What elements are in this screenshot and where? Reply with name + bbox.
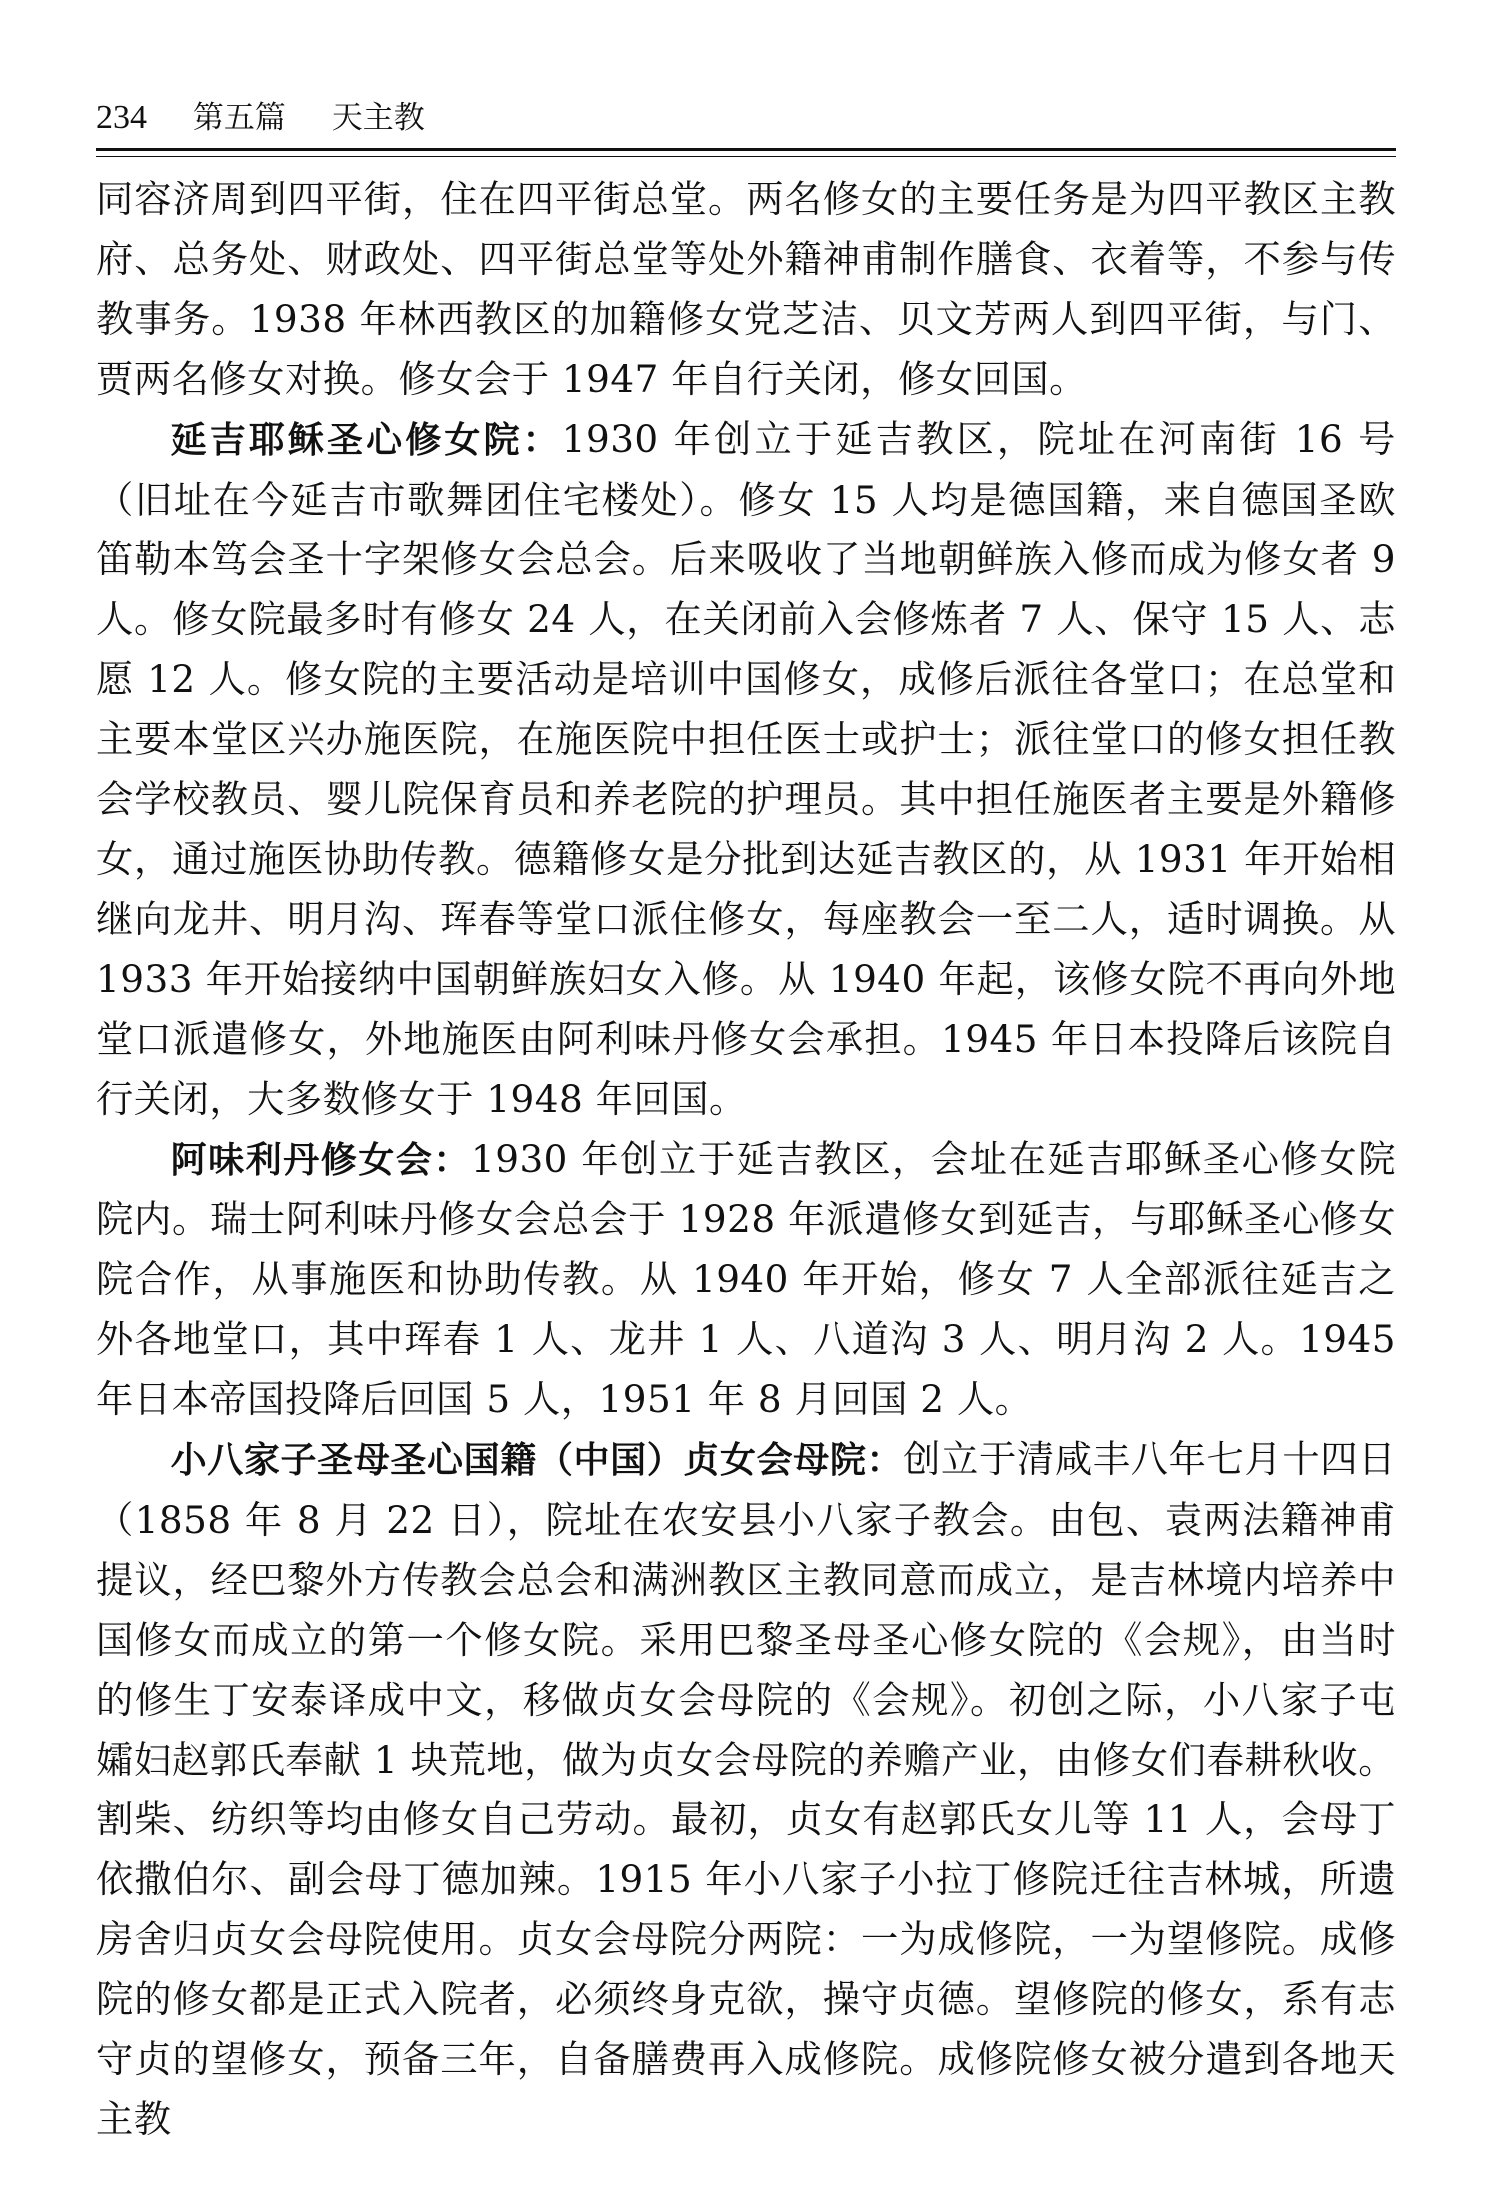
section-title: 天主教 (331, 100, 425, 136)
part-title: 第五篇 (192, 100, 286, 136)
header-rule-thin (96, 156, 1396, 157)
header-rule-thick (96, 148, 1396, 151)
entry-heading: 小八家子圣母圣心国籍（中国）贞女会母院： (170, 1440, 904, 1482)
body-text (96, 170, 1396, 2150)
entry-heading: 阿味利丹修女会： (170, 1139, 471, 1181)
entry-heading: 延吉耶稣圣心修女院： (170, 419, 562, 461)
paragraph-text: 1930 年创立于延吉教区，院址在河南街 16 号（旧址在今延吉市歌舞团住宅楼处）。修女 15 人均是德国籍，来自德国圣欧笛勒本笃会圣十字架修女会总会。后来吸收了当地朝鲜族入修而成为修女者 9 人。修女院最多时有修女 24 人，在关闭前入会修炼者 7 人、保守 15 人、志愿 12 人。修女院的主要活动是培训中国修女，成修后派往各堂口；在总堂和主要本堂区兴办施医院，在施医院中担任医士或护士；派往堂口的修女担任教会学校教员、婴儿院保育员和养老院的护理员。其中担任施医者主要是外籍修女，通过施医协助传教。德籍修女是分批到达延吉教区的，从 1931 年开始相继向龙井、明月沟、珲春等堂口派住修女，每座教会一至二人，适时调换。从 1933 年开始接纳中国朝鲜族妇女入修。从 1940 年起，该修女院不再向外地堂口派遣修女，外地施医由阿利味丹修女会承担。1945 年日本投降后该院自行关闭，大多数修女于 1948 年回国。 (96, 416, 1396, 1121)
paragraph-continuation (96, 170, 1396, 410)
paragraph-xiaobajiazi (96, 1430, 1396, 2150)
paragraph-text: 同容济周到四平街，住在四平街总堂。两名修女的主要任务是为四平教区主教府、总务处、财政处、四平街总堂等处外籍神甫制作膳食、衣着等，不参与传教事务。1938 年林西教区的加籍修女党芝洁、贝文芳两人到四平街，与门、贾两名修女对换。修女会于 1947 年自行关闭，修女回国。 (96, 177, 1396, 401)
paragraph-text: 1930 年创立于延吉教区，会址在延吉耶稣圣心修女院院内。瑞士阿利味丹修女会总会于 1928 年派遣修女到延吉，与耶稣圣心修女院合作，从事施医和协助传教。从 1940 年开始，修女 7 人全部派往延吉之外各地堂口，其中珲春 1 人、龙井 1 人、八道沟 3 人、明月沟 2 人。1945 年日本帝国投降后回国 5 人，1951 年 8 月回国 2 人。 (96, 1136, 1396, 1422)
paragraph-yanji-sacred-heart (96, 410, 1396, 1130)
paragraph-awelidan (96, 1130, 1396, 1431)
running-header (96, 88, 1396, 148)
page-number: 234 (96, 99, 147, 136)
paragraph-text: 创立于清咸丰八年七月十四日（1858 年 8 月 22 日），院址在农安县小八家子教会。由包、袁两法籍神甫提议，经巴黎外方传教会总会和满洲教区主教同意而成立，是吉林境内培养中国修女而成立的第一个修女院。采用巴黎圣母圣心修女院的《会规》，由当时的修生丁安泰译成中文，移做贞女会母院的《会规》。初创之际，小八家子屯孀妇赵郭氏奉献 1 块荒地，做为贞女会母院的养赡产业，由修女们春耕秋收。割柴、纺织等均由修女自己劳动。最初，贞女有赵郭氏女儿等 11 人，会母丁依撒伯尔、副会母丁德加辣。1915 年小八家子小拉丁修院迁往吉林城，所遗房舍归贞女会母院使用。贞女会母院分两院：一为成修院，一为望修院。成修院的修女都是正式入院者，必须终身克欲，操守贞德。望修院的修女，系有志守贞的望修女，预备三年，自备膳费再入成修院。成修院修女被分遣到各地天主教 (96, 1437, 1396, 2141)
